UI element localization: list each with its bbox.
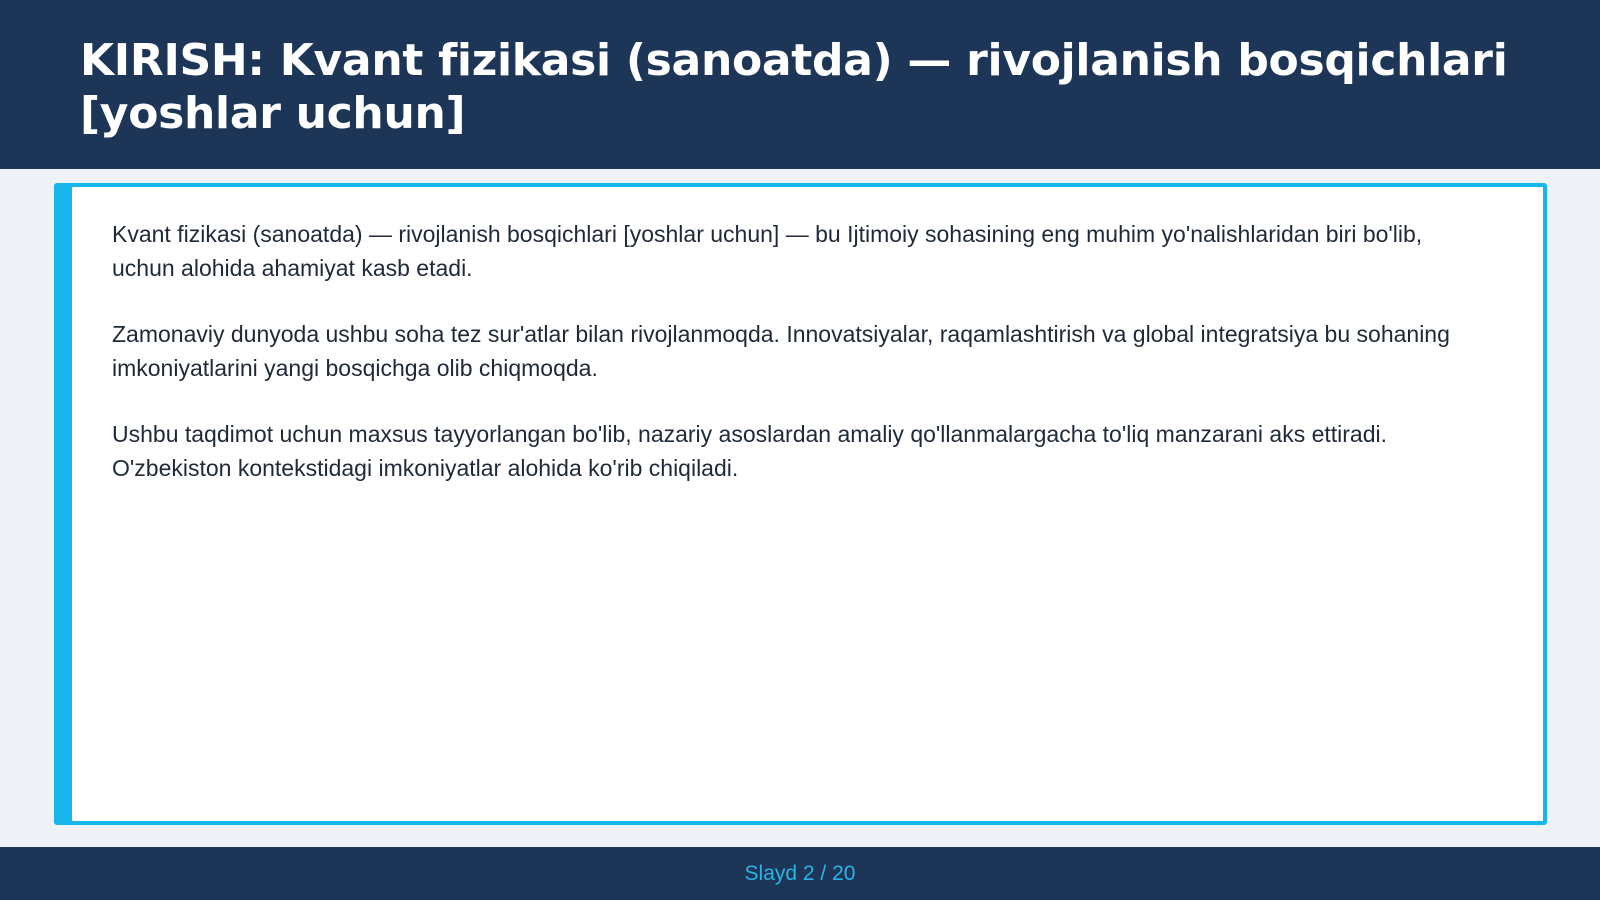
content-card <box>54 183 1547 825</box>
presentation-paragraph: Ushbu taqdimot uchun maxsus tayyorlangan bo'lib, nazariy asoslardan amaliy qo'llanmalargacha to'liq manzarani aks ettiradi. O'zbekiston kontekstidagi imkoniyatlar alohida ko'rib chiqiladi. <box>112 421 1388 481</box>
slide-number: Slayd 2 / 20 <box>744 862 856 885</box>
slide-footer <box>0 847 1600 900</box>
slide-header <box>0 0 1600 169</box>
modern-world-paragraph: Zamonaviy dunyoda ushbu soha tez sur'atlar bilan rivojlanmoqda. Innovatsiyalar, raqamlashtirish va global integratsiya bu sohaning imkoniyatlarini yangi bosqichga olib chiqmoqda. <box>112 321 1450 381</box>
slide-title: KIRISH: Kvant fizikasi (sanoatda) — rivojlanish bosqichlari [yoshlar uchun] <box>80 35 1508 139</box>
intro-paragraph: Kvant fizikasi (sanoatda) — rivojlanish bosqichlari [yoshlar uchun] — bu Ijtimoiy sohasining eng muhim yo'nalishlaridan biri bo'lib, uchun alohida ahamiyat kasb etadi. <box>112 221 1423 281</box>
